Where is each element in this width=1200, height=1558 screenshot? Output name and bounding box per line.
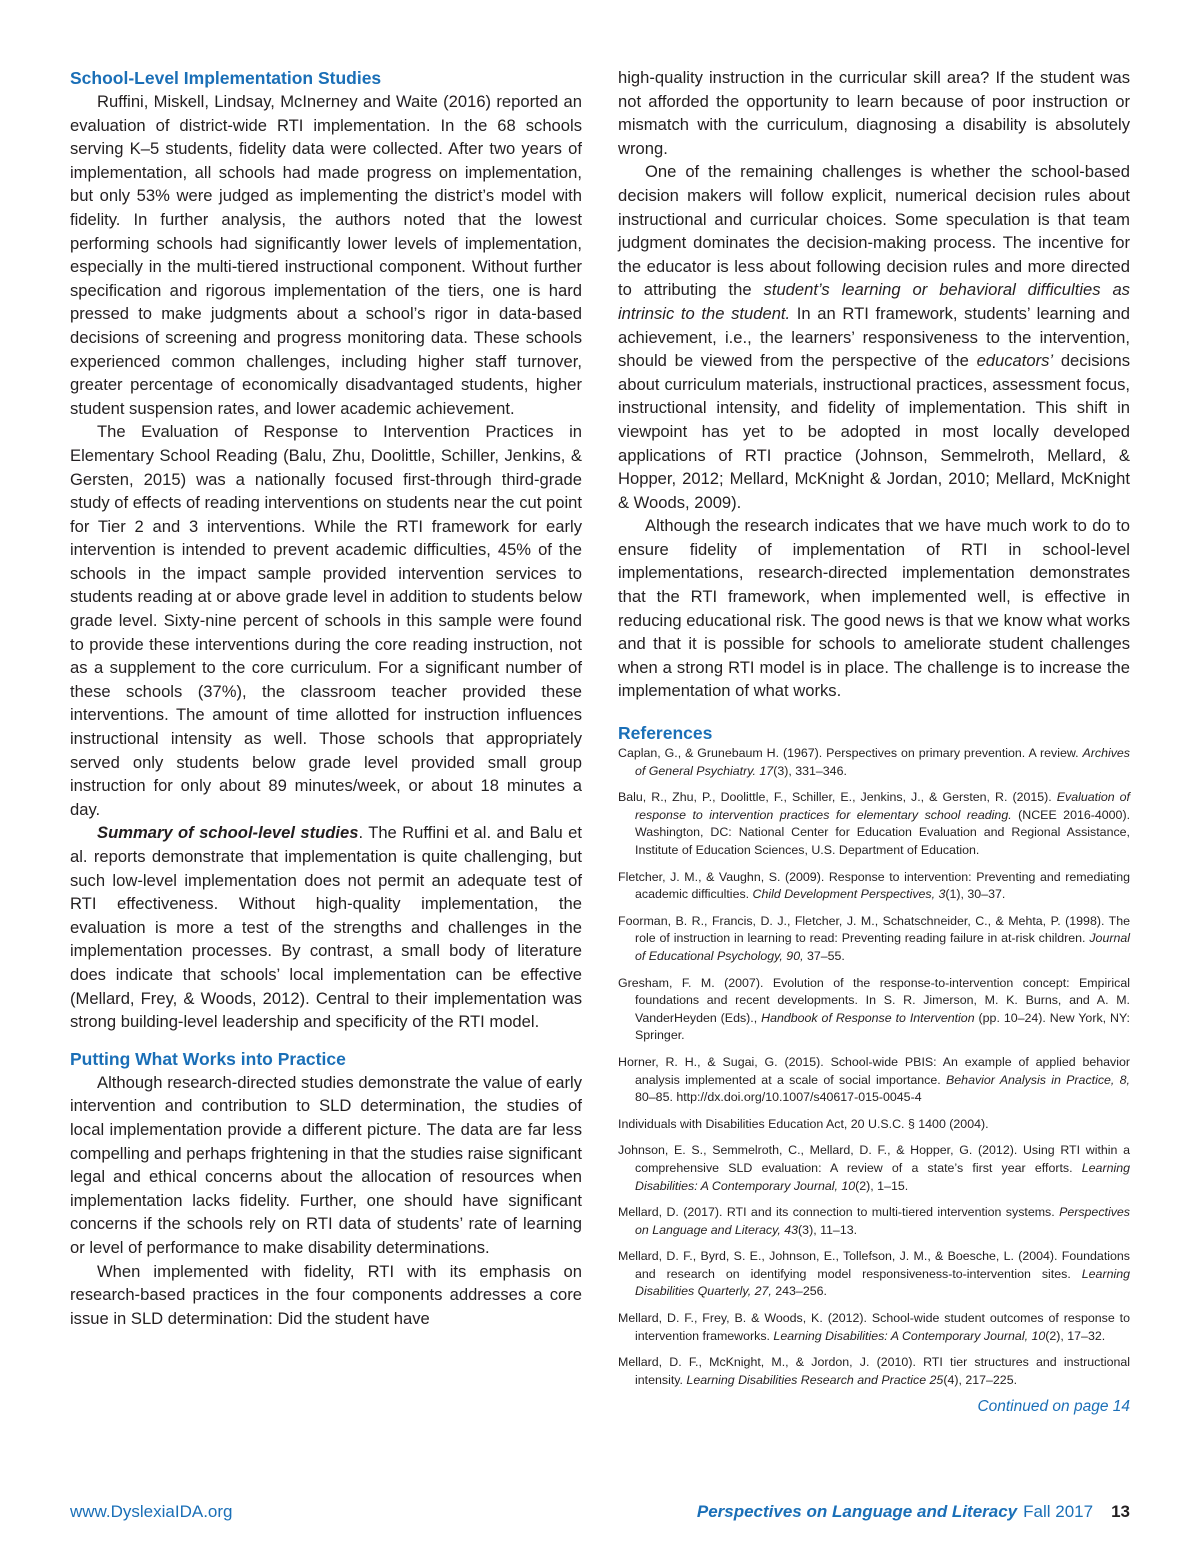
reference-source: Journal of Educational Psychology, 90,	[635, 931, 1130, 963]
reference-text: (2), 1–15.	[855, 1178, 909, 1193]
issue-label: Fall 2017	[1023, 1502, 1094, 1521]
reference-item	[618, 913, 1130, 966]
reference-text: 80–85. http://dx.doi.org/10.1007/s40617-015-0045-4	[635, 1090, 922, 1105]
left-column	[70, 66, 582, 1330]
reference-text: (4), 217–225.	[943, 1372, 1018, 1387]
run-in-heading: Summary of school-level studies	[97, 823, 359, 843]
reference-list	[618, 745, 1130, 1389]
reference-source: Child Development Perspectives, 3	[752, 887, 946, 902]
reference-item	[618, 1204, 1130, 1239]
reference-source: Learning Disabilities: A Contemporary Journal, 10	[635, 1160, 1130, 1193]
reference-text: (NCEE 2016-4000). Washington, DC: National Center for Education Evaluation and Regional Assistance, Institute of Education Sciences, U.S. Department of Education.	[635, 807, 1131, 857]
paragraph	[618, 160, 1130, 514]
reference-text: Horner, R. H., & Sugai, G. (2015). School-wide PBIS: An example of applied behavior analysis implemented at a scale of social importance.	[618, 1054, 1130, 1087]
reference-text: Fletcher, J. M., & Vaughn, S. (2009). Response to intervention: Preventing and remediating academic difficulties.	[618, 869, 1130, 902]
reference-text: Caplan, G., & Grunebaum H. (1967). Perspectives on primary prevention. A review.	[618, 746, 1083, 761]
reference-text: (pp. 10–24). New York, NY: Springer.	[635, 1010, 1130, 1043]
page-footer	[70, 1500, 1130, 1526]
continued-note: Continued on page 14	[977, 1398, 1130, 1416]
paragraph: Although research-directed studies demonstrate the value of early intervention and contribution to SLD determination, the studies of local implementation provide a different picture. The data are far less compelling and perhaps frightening in that the studies raise significant legal and ethical concerns about the allocation of resources when implementation lacks fidelity. Further, one should have significant concerns if the schools rely on RTI data of students’ rate of learning or level of performance to make disability determinations.	[70, 1072, 582, 1257]
reference-source: Archives of General Psychiatry. 17	[635, 746, 1130, 778]
emphasis-text: educators’	[976, 351, 1054, 371]
reference-item	[618, 1142, 1130, 1195]
reference-source: Behavior Analysis in Practice, 8,	[946, 1072, 1130, 1087]
reference-text: Gresham, F. M. (2007). Evolution of the response-to-intervention concept: Empirical foundations and recent developments. In S. R. Jimerson, M. K. Burns, and A. M. VanderHeyden (Eds).,	[618, 975, 1130, 1025]
right-column	[618, 66, 1130, 1416]
reference-source: Learning Disabilities: A Contemporary Journal, 10	[773, 1328, 1046, 1343]
paragraph-text: One of the remaining challenges is whether the school-based decision makers will follow explicit, numerical decision rules about instructional and curricular choices. Some speculation is that team judgment dominates the decision-making process. The incentive for the educator is less about following decision rules and more directed to attributing the	[618, 162, 1130, 300]
reference-item	[618, 1248, 1130, 1301]
reference-text: (3), 11–13.	[798, 1222, 858, 1237]
reference-item	[618, 1310, 1130, 1345]
emphasis-text: student’s learning or behavioral difficulties as intrinsic to the student.	[618, 280, 1130, 323]
paragraph: Although the research indicates that we have much work to do to ensure fidelity of implementation of RTI in school-level implementations, research-directed implementation demonstrates that the RTI framework, when implemented well, is effective in reducing educational risk. The good news is that we know what works and that it is possible for schools to ameliorate student challenges when a strong RTI model is in place. The challenge is to increase the implementation of what works.	[618, 516, 1130, 701]
reference-source: Learning Disabilities Quarterly, 27,	[635, 1266, 1130, 1299]
reference-item	[618, 1354, 1130, 1389]
reference-item	[618, 975, 1130, 1045]
section-heading-school-level: School-Level Implementation Studies	[70, 68, 382, 88]
reference-source: Handbook of Response to Intervention	[761, 1010, 975, 1025]
references-heading: References	[618, 723, 713, 744]
reference-text: (3), 331–346.	[773, 763, 847, 778]
reference-text: 243–256.	[771, 1284, 827, 1299]
paragraph-text: . The Ruffini et al. and Balu et al. reports demonstrate that implementation is quite challenging, but such low-level implementation does not permit an adequate test of RTI effectiveness. Without high-quality implementation, the evaluation is more a test of the strengths and challenges in the implementation processes. By contrast, a small body of literature does indicate that schools’ local implementation can be effective (Mellard, Frey, & Woods, 2012). Central to their implementation was strong building-level leadership and specificity of the RTI model.	[70, 823, 582, 1032]
reference-item	[618, 789, 1130, 859]
paragraph: Ruffini, Miskell, Lindsay, McInerney and Waite (2016) reported an evaluation of district-wide RTI implementation. In the 68 schools serving K–5 students, fidelity data were collected. After two years of implementation, all schools had made progress on implementation, but only 53% were judged as implementing the district’s model with fidelity. In further analysis, the authors noted that the lowest performing schools had significantly lower levels of implementation, especially in the multi-tiered instructional component. Without further specification and rigorous implementation of the tiers, one is hard pressed to make judgments about a school’s rigor in data-based decisions of screening and progress monitoring data. These schools experienced common challenges, including higher staff turnover, greater percentage of economically disadvantaged students, higher student suspension rates, and lower academic achievement.	[70, 92, 582, 418]
reference-text: Mellard, D. F., McKnight, M., & Jordon, J. (2010). RTI tier structures and instructional intensity.	[618, 1355, 1130, 1387]
paragraph: high-quality instruction in the curricular skill area? If the student was not afforded the opportunity to learn because of poor instruction or mismatch with the curriculum, diagnosing a disability is absolutely wrong.	[618, 68, 1130, 158]
reference-text: Mellard, D. (2017). RTI and its connection to multi-tiered intervention systems.	[618, 1205, 1060, 1220]
paragraph: The Evaluation of Response to Intervention Practices in Elementary School Reading (Balu, Zhu, Doolittle, Schiller, Jenkins, & Gersten, 2015) was a nationally focused first-through third-grade study of effects of reading interventions on students near the cut point for Tier 2 and 3 interventions. While the RTI framework for early intervention is intended to prevent academic difficulties, 45% of the schools in the impact sample provided intervention services to students reading at or above grade level in addition to students below grade level. Sixty-nine percent of schools in this sample were found to provide these interventions during the core reading instruction, not as a supplement to the core curriculum. For a significant number of these schools (37%), the classroom teacher provided these interventions. The amount of time allotted for instruction influences instructional intensity as well. Those schools that appropriately served only students below grade level provided small group instruction for only about 89 minutes/week, or about 18 minutes a day.	[70, 422, 582, 819]
journal-title: Perspectives on Language and Literacy	[696, 1502, 1018, 1521]
reference-text: Foorman, B. R., Francis, D. J., Fletcher, J. M., Schatschneider, C., & Mehta, P. (1998). The role of instruction in learning to read: Preventing reading failure in at-risk children.	[618, 913, 1130, 946]
reference-text: (1), 30–37.	[945, 887, 1006, 902]
footer-website-link[interactable]: www.DyslexiaIDA.org	[70, 1502, 233, 1521]
reference-text: Mellard, D. F., Frey, B. & Woods, K. (2012). School-wide student outcomes of response to intervention frameworks.	[618, 1311, 1130, 1343]
reference-text: 37–55.	[803, 948, 845, 963]
section-heading-putting-into-practice: Putting What Works into Practice	[70, 1048, 346, 1069]
reference-item	[618, 1116, 1130, 1134]
reference-source: Learning Disabilities Research and Practice 25	[686, 1372, 944, 1387]
reference-text: Johnson, E. S., Semmelroth, C., Mellard, D. F., & Hopper, G. (2012). Using RTI within a comprehensive SLD evaluation: A review of a state’s first year efforts.	[618, 1143, 1130, 1175]
reference-text: Individuals with Disabilities Education Act, 20 U.S.C. § 1400 (2004).	[618, 1116, 989, 1131]
reference-item	[618, 869, 1130, 904]
reference-text: (2), 17–32.	[1045, 1328, 1106, 1343]
reference-text: Balu, R., Zhu, P., Doolittle, F., Schiller, E., Jenkins, J., & Gersten, R. (2015).	[618, 790, 1057, 805]
reference-source: Evaluation of response to intervention practices for elementary school reading.	[635, 790, 1131, 822]
reference-text: Mellard, D. F., Byrd, S. E., Johnson, E., Tollefson, J. M., & Boesche, L. (2004). Foundations and research on identifying model responsiveness-to-intervention sites.	[618, 1249, 1130, 1281]
paragraph: When implemented with fidelity, RTI with its emphasis on research-based practices in the four components addresses a core issue in SLD determination: Did the student have	[70, 1261, 582, 1328]
paragraph-text: decisions about curriculum materials, instructional practices, assessment focus, instructional intensity, and fidelity of implementation. This shift in viewpoint has yet to be adopted in most locally developed applications of RTI practice (Johnson, Semmelroth, Mellard, & Hopper, 2012; Mellard, McKnight & Jordan, 2010; Mellard, McKnight & Woods, 2009).	[618, 351, 1130, 512]
reference-source: Perspectives on Language and Literacy, 43	[635, 1205, 1130, 1237]
footer-journal-info	[697, 1502, 1130, 1522]
page-number: 13	[1111, 1502, 1130, 1521]
reference-item	[618, 1054, 1130, 1107]
reference-item	[618, 745, 1130, 780]
paragraph	[70, 821, 582, 1033]
paragraph-text: In an RTI framework, students’ learning and achievement, i.e., the learners’ responsiveness to the intervention, should be viewed from the perspective of the	[618, 303, 1130, 371]
